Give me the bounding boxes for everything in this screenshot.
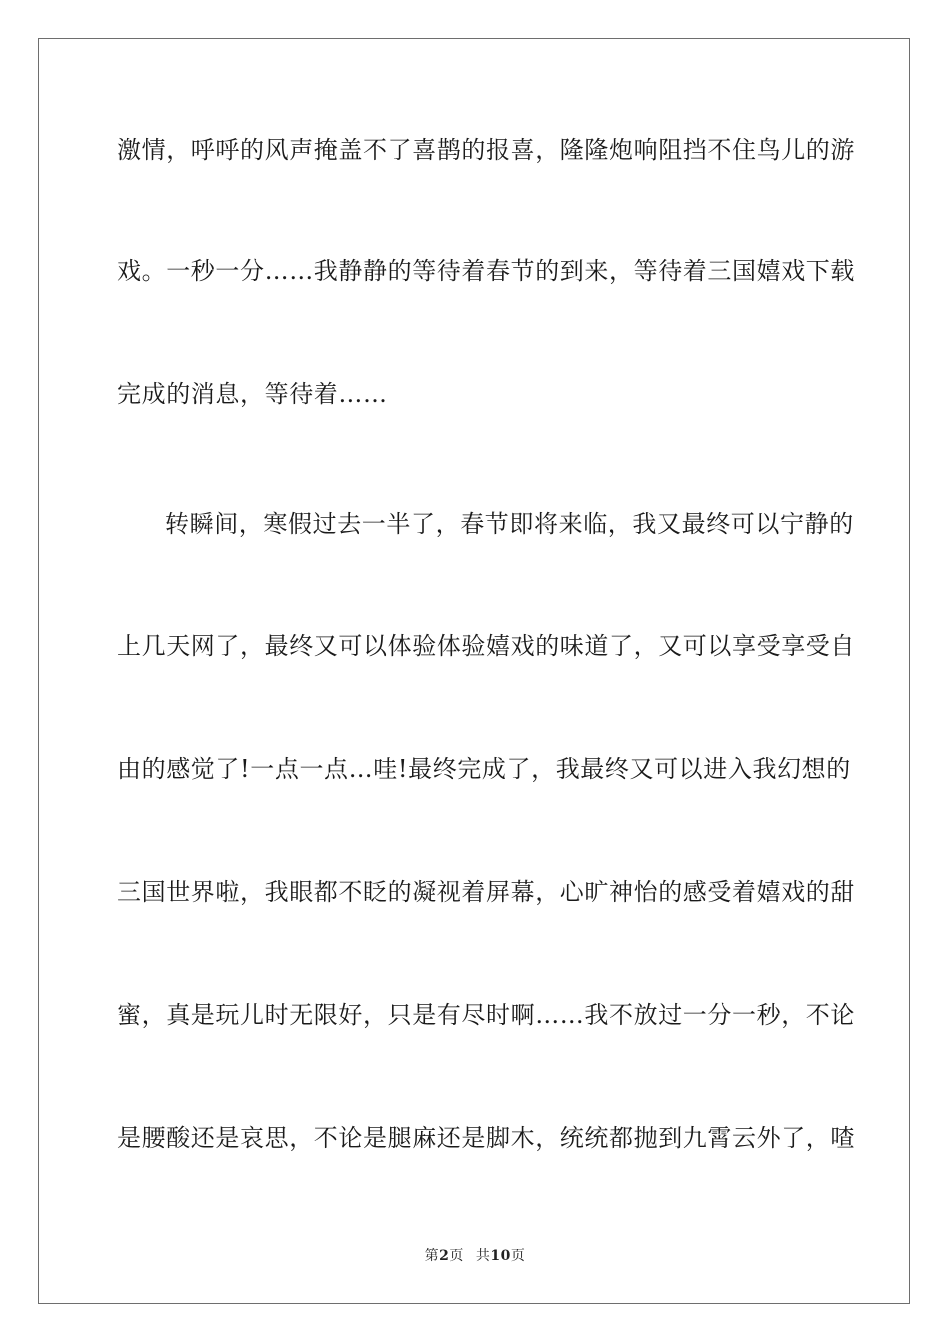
paragraph-line-4: 转瞬间，寒假过去一半了，春节即将来临，我又最终可以宁静的 <box>165 510 854 538</box>
paragraph-line-8: 蜜，真是玩儿时无限好，只是有尽时啊……我不放过一分一秒，不论 <box>117 1001 855 1029</box>
page-suffix: 页 <box>449 1248 464 1264</box>
paragraph-line-2: 戏。一秒一分……我静静的等待着春节的到来，等待着三国嬉戏下载 <box>117 257 855 285</box>
paragraph-line-3: 完成的消息，等待着…… <box>117 380 388 408</box>
page-number: 2 <box>439 1248 450 1264</box>
page-border <box>38 38 910 1304</box>
total-suffix: 页 <box>510 1248 526 1264</box>
paragraph-line-1: 激情，呼呼的风声掩盖不了喜鹊的报喜，隆隆炮响阻挡不住鸟儿的游 <box>117 136 855 164</box>
paragraph-line-9: 是腰酸还是哀思，不论是腿麻还是脚木，统统都抛到九霄云外了，喳 <box>117 1124 855 1152</box>
total-pages: 10 <box>490 1248 511 1264</box>
paragraph-line-5: 上几天网了，最终又可以体验体验嬉戏的味道了，又可以享受享受自 <box>117 632 855 660</box>
paragraph-line-6: 由的感觉了!一点一点…哇!最终完成了，我最终又可以进入我幻想的 <box>117 755 851 783</box>
page-footer <box>0 1247 950 1265</box>
total-prefix: 共 <box>475 1248 491 1264</box>
paragraph-line-7: 三国世界啦，我眼都不眨的凝视着屏幕，心旷神怡的感受着嬉戏的甜 <box>117 878 855 906</box>
page-prefix: 第 <box>424 1248 440 1264</box>
